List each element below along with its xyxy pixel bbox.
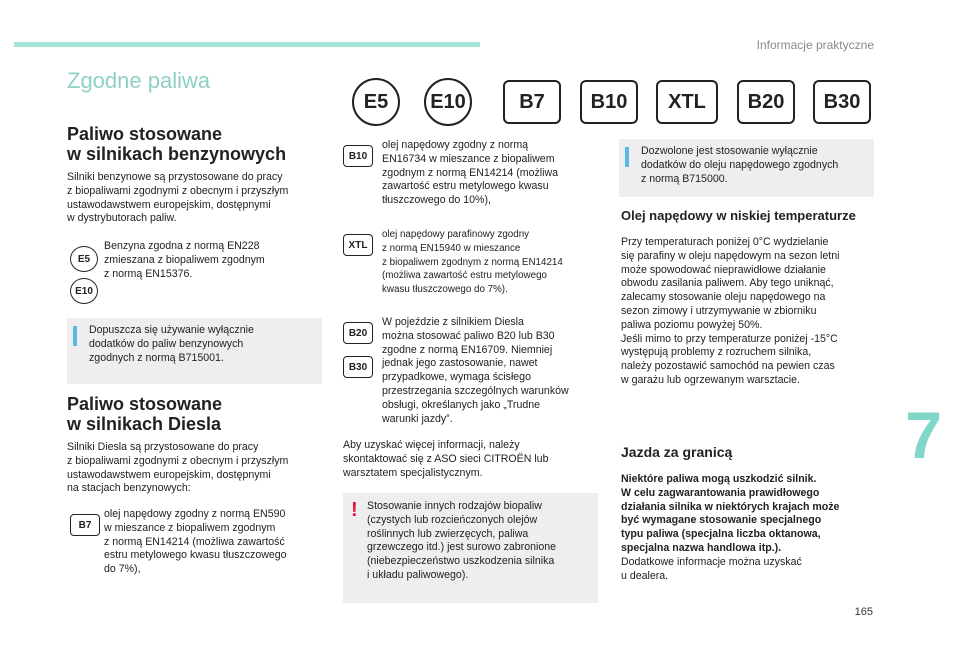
fuel-badge-e5: E5 [352,78,400,126]
warning-icon: ! [351,499,358,521]
low-temp-text: Przy temperaturach poniżej 0°C wydzielanie się parafiny w oleju napędowym na sezon letni może spowodować nieprawidłowe działanie obwodu zasilania paliwem. Aby tego uniknąć, zalecamy stosowanie oleju napędowego na sezon zimowy i utrzymywanie w zbiorniku paliwa poziomu powyżej 50%. Jeśli mimo to przy temperaturze poniżej -15°C występują problemy z rozruchem silnika, należy pozostawić samochód na pewien czas w garażu lub ogrzewanym warsztacie. [621,236,840,386]
header-title: Informacje praktyczne [756,38,874,52]
b20-b30-text: W pojeździe z silnikiem Diesla można stosować paliwo B20 lub B30 zgodne z normą EN16709. Niemniej jednak jego zastosowanie, nawet przypadkowe, wymaga ścisłego przestrzegania szczególnych warunków obsługi, określanych jako „Trudne warunki jazdy”. [382,316,569,425]
petrol-additive-note: Dopuszcza się używanie wyłącznie dodatków do paliw benzynowych zgodnych z normą B715001. [67,318,322,384]
abroad-bold-text: Niektóre paliwa mogą uszkodzić silnik. W celu zagwarantowania prawidłowego działania silnika w niektórych krajach może być wymagane stosowanie specjalnego typu paliwa (specjalna liczba oktanowa, specjalna nazwa handlowa itp.). [621,473,840,554]
fuel-badge-b7: B7 [503,80,561,124]
petrol-intro: Silniki benzynowe są przystosowane do pracy z biopaliwami zgodnymi z obecnym i przyszłym ustawodawstwem europejskim, dostępnymi w dystrybutorach paliw. [67,171,289,225]
info-bar-icon [73,326,77,346]
fuel-badge-e10: E10 [424,78,472,126]
fuel-badge-b30: B30 [813,80,871,124]
page-title: Zgodne paliwa [67,68,211,93]
chapter-number: 7 [905,398,942,472]
biofuel-warning-box: ! Stosowanie innych rodzajów biopaliw (czystych lub rozcieńczonych olejów roślinnych lub zwierzęcych, paliwa grzewczego itd.) jest surowo zabronione (niebezpieczeństwo uszkodzenia silnika i układu paliwowego). [343,493,598,603]
page-number: 165 [854,606,873,618]
petrol-heading: Paliwo stosowane w silnikach benzynowych [67,124,287,164]
diesel-intro: Silniki Diesla są przystosowane do pracy z biopaliwami zgodnymi z obecnym i przyszłym ustawodawstwem europejskim, dostępnymi na stacjach benzynowych: [67,441,289,495]
b7-text: olej napędowy zgodny z normą EN590 w mieszance z biopaliwem zgodnym z normą EN14214 (możliwa zawartość estru metylowego kwasu tłuszczowego do 7%), [104,508,287,576]
fuel-badge-xtl: XTL [656,80,718,124]
low-temp-heading: Olej napędowy w niskiej temperaturze [621,208,856,223]
abroad-text: Dodatkowe informacje można uzyskać u dealera. [621,556,802,582]
abroad-heading: Jazda za granicą [621,444,733,460]
xtl-text: olej napędowy parafinowy zgodny z normą EN15940 w mieszance z biopaliwem zgodnym z normą EN14214 (możliwa zawartość estru metylowego kwasu tłuszczowego do 7%). [382,229,563,296]
contact-info-text: Aby uzyskać więcej informacji, należy skontaktować się z ASO sieci CITROËN lub warsztatem specjalistycznym. [343,439,549,479]
diesel-additive-note: Dozwolone jest stosowanie wyłącznie dodatków do oleju napędowego zgodnych z normą B715000. [619,139,874,197]
badge-b10: B10 [343,145,373,167]
fuel-badge-b10: B10 [580,80,638,124]
fuel-badge-b20: B20 [737,80,795,124]
badge-b7: B7 [70,514,100,536]
diesel-heading: Paliwo stosowane w silnikach Diesla [67,394,223,434]
badge-b30: B30 [343,356,373,378]
petrol-e-text: Benzyna zgodna z normą EN228 zmieszana z biopaliwem zgodnym z normą EN15376. [104,240,265,280]
badge-xtl: XTL [343,234,373,256]
info-bar-icon [625,147,629,167]
header-accent-bar [14,42,480,47]
b10-text: olej napędowy zgodny z normą EN16734 w mieszance z biopaliwem zgodnym z normą EN14214 (możliwa zawartość estru metylowego kwasu tłuszczowego do 10%), [382,139,559,207]
badge-b20: B20 [343,322,373,344]
badge-e10: E10 [70,278,98,304]
chapter-tab [902,398,960,472]
badge-e5: E5 [70,246,98,272]
